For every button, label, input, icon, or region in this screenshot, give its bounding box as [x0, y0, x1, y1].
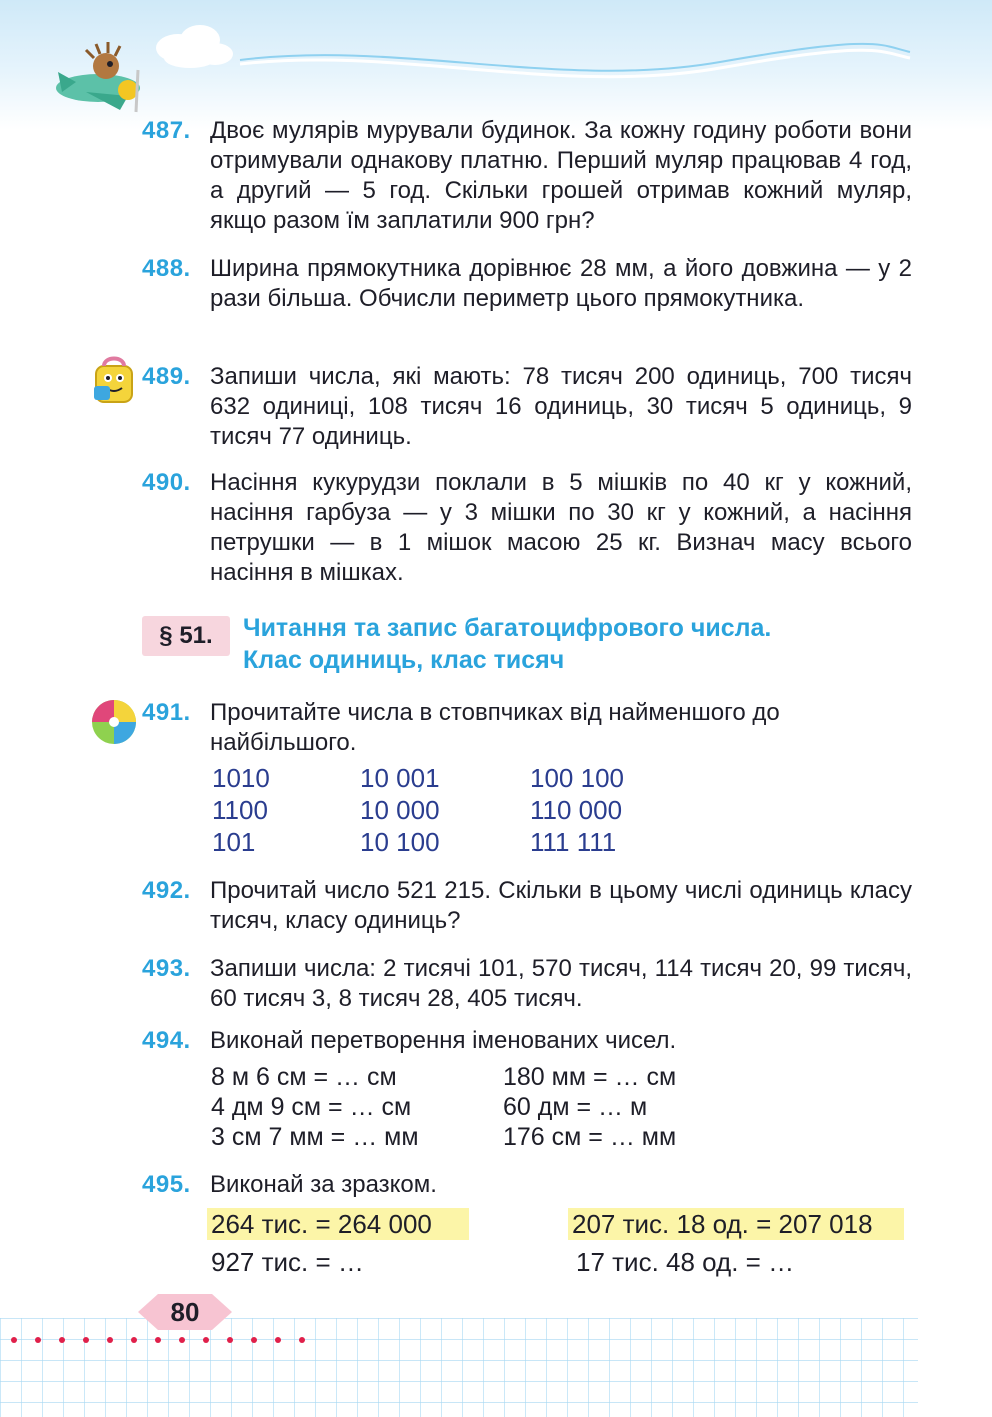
number-cell: 1010 — [212, 763, 270, 793]
task-489 — [142, 362, 912, 452]
conversion-left-2: 4 дм 9 см = … см — [211, 1093, 412, 1121]
section-title-line-1: Читання та запис багатоцифрового числа. — [243, 614, 772, 642]
cloud-icon — [156, 25, 233, 68]
example-left-highlight: 264 тис. = 264 000 — [207, 1208, 469, 1240]
number-cell: 101 — [212, 827, 256, 857]
puzzle-icon — [90, 698, 138, 751]
number-cell: 10 000 — [360, 795, 440, 825]
page-number: 80 — [170, 1296, 200, 1327]
task-text: Насіння кукурудзи поклали в 5 мішків по 40 кг у кожний, насіння гарбуза — у 3 мішки по 30 кг у кожний, а насіння петрушки — в 1 мішок масою 25 кг. Визнач масу всього насіння в мішках. — [210, 469, 912, 586]
task-number: 490. — [142, 469, 191, 496]
task-number: 492. — [142, 877, 191, 904]
section-title — [243, 612, 923, 676]
task-495 — [142, 1170, 912, 1200]
task-number: 487. — [142, 117, 191, 144]
task-488 — [142, 254, 912, 314]
task-text: Двоє мулярів мурували будинок. За кожну годину роботи вони отримували однакову платню. Перший муляр працював 4 год, а другий — 5 год. Скільки грошей отримав кожний муляр, якщо разом їм заплатили 900 грн? — [210, 117, 912, 234]
conversion-right-3: 176 см = … мм — [503, 1123, 677, 1151]
exercise-right: 17 тис. 48 од. = … — [576, 1247, 795, 1277]
task-number: 495. — [142, 1171, 191, 1198]
task-number: 494. — [142, 1027, 191, 1054]
conversion-right-1: 180 мм = … см — [503, 1063, 677, 1091]
task-494 — [142, 1026, 912, 1056]
backpack-icon — [90, 356, 140, 411]
task-text: Запиши числа, які мають: 78 тисяч 200 одиниць, 700 тисяч 632 одиниці, 108 тисяч 16 одиниць, 30 тисяч 5 одиниць, 9 тисяч 77 одиниць. — [210, 363, 912, 450]
number-cell: 1100 — [212, 795, 268, 825]
section-title-line-2: Клас одиниць, клас тисяч — [243, 646, 565, 674]
task-number: 491. — [142, 699, 191, 726]
number-cell: 110 000 — [530, 795, 623, 825]
task-text: Прочитай число 521 215. Скільки в цьому числі одиниць класу тисяч, класу одиниць? — [210, 877, 912, 934]
example-right-highlight: 207 тис. 18 од. = 207 018 — [568, 1208, 904, 1240]
task-text: Виконай перетворення іменованих чисел. — [210, 1027, 677, 1054]
number-cell: 10 100 — [360, 827, 440, 857]
task-number: 489. — [142, 363, 191, 390]
header-decoration — [0, 0, 992, 130]
conversion-right-2: 60 дм = … м — [503, 1093, 648, 1121]
number-cell: 10 001 — [360, 763, 440, 793]
task-text: Прочитайте числа в стовпчиках від найменшого до найбільшого. — [210, 699, 780, 756]
task-text: Запиши числа: 2 тисячі 101, 570 тисяч, 114 тисяч 20, 99 тисяч, 60 тисяч 3, 8 тисяч 28, 405 тисяч. — [210, 955, 912, 1012]
number-cell: 111 111 — [530, 827, 617, 857]
section-number-badge: § 51. — [142, 616, 230, 656]
task-490 — [142, 468, 912, 588]
airplane-icon — [56, 42, 140, 112]
conversion-left-1: 8 м 6 см = … см — [211, 1063, 397, 1091]
task-text: Ширина прямокутника дорівнює 28 мм, а його довжина — у 2 рази більша. Обчисли периметр цього прямокутника. — [210, 255, 912, 312]
task-492 — [142, 876, 912, 936]
task-491 — [142, 698, 912, 758]
task-493 — [142, 954, 912, 1014]
task-487 — [142, 116, 912, 236]
footer-grid — [0, 1318, 992, 1417]
task-text: Виконай за зразком. — [210, 1171, 437, 1198]
conversion-left-3: 3 см 7 мм = … мм — [211, 1123, 419, 1151]
exercise-left: 927 тис. = … — [211, 1247, 364, 1277]
task-number: 493. — [142, 955, 191, 982]
number-cell: 100 100 — [530, 763, 624, 793]
task-number: 488. — [142, 255, 191, 282]
